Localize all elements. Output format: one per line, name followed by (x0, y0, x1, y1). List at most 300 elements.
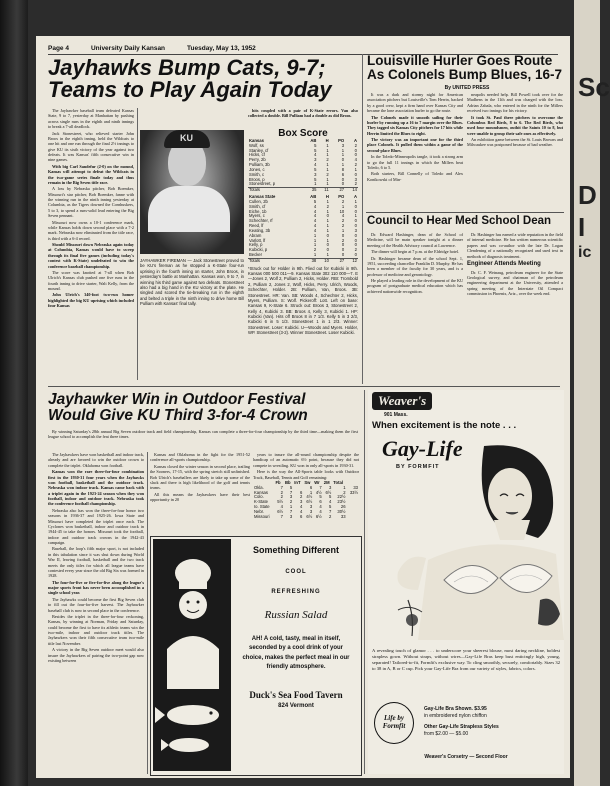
box-score-cell: 1 (313, 232, 317, 238)
all-sports-cell: 6½ (325, 489, 332, 495)
box-score-cell: 1 (341, 227, 345, 233)
box-score-cell: 3 (314, 171, 317, 177)
all-sports-header-cell: Sw (304, 479, 311, 485)
box-score-cell: Pulliam, 3b (249, 162, 270, 168)
adjacent-page-edge (574, 0, 610, 786)
player-jersey (148, 186, 230, 232)
box-score-cell: Becker (249, 252, 263, 258)
paragraph: years to insure the all-round championship despite the handicap of an automatic 6½ point, because they did not compete in wrestling. KU won in only all-sports in 1930-31. (253, 452, 359, 468)
box-score-cell: 2 (341, 198, 345, 204)
headline-jayhawks-bump-cats (48, 57, 348, 101)
paragraph: The dinner will begin at 7 p.m. at the Eldridge hotel. (371, 249, 460, 255)
paragraph: Here is the way the All-Sports table looks with Outdoor Track, Baseball, Tennis and Golf remaining: (253, 469, 359, 480)
all-sports-cell: 6½ (315, 513, 322, 519)
photo-caption: JAYHAWKER FIREMAN — Jack Stonestreet proved to be KU's fireman as he stopped a K-State four-run uprising in the fourth inning on starter, John Broos, in yesterday's battle at Manhattan. Kansas won, 9 to 7, in winning his third game against two defeats. Stonestreet also had a big hand in the KU victory at the plate. He singled and scored the tie-breaking run in the eighth and belted a triple in the ninth inning to drive home Bill Pulliam with Kansas' final tally. (140, 258, 244, 306)
paragraph: The score was knotted at 7-all when Bob Ulrich's Kansas club pushed one five runs in the fourth inning to drive starter, Walt Kelly, from the mound. (48, 269, 134, 291)
story1-column-1 (48, 108, 134, 380)
subheadline-engineer: Engineer Attends Meeting (467, 260, 541, 267)
all-sports-cell: 33 (353, 484, 358, 490)
weavers-address: 901 Mass. (384, 412, 408, 418)
box-score-cell: Smith, c (249, 171, 265, 177)
newspaper-page (36, 36, 570, 778)
paragraph: Kansas and Oklahoma in the fight for the 1951-52 conference all-sports championship. (150, 452, 250, 463)
box-score-cell: H (325, 194, 329, 200)
box-score-cell: 2 (313, 247, 317, 253)
issue-date: Tuesday, May 13, 1952 (187, 44, 256, 52)
column-rule (364, 390, 365, 774)
adjacent-fragment: Sc (578, 72, 610, 102)
paragraph: Dr. Edward Hashinger, dean of the School of Medicine, will be main speaker tonight at a dinner meeting of the Health Advisory council at Lawrence. (367, 232, 463, 248)
price-line: in embroidered nylon chiffon (424, 713, 487, 719)
all-sports-header-cell: InT (294, 479, 301, 485)
all-sports-cell: 4 (319, 508, 322, 514)
box-score-cell: 4 (313, 203, 317, 209)
all-sports-cell: 4 (319, 504, 322, 510)
paragraph: The Colonels made it smooth sailing for their hurler by running up a 16 to 7 margin over the Blues. They tagged six Kansas City pitchers for 17 hits while Herrin limited the Blues to eight. (367, 114, 463, 136)
price-line: from $2.00 — $5.00 (424, 731, 469, 737)
story4-column-3 (253, 452, 359, 530)
story2-column-1 (367, 92, 463, 216)
paragraph: It was a dark and stormy night for American association pitchers but Louisville's Tom Herrin, backed by a good crew, kept a firm hand over Kansas City and became the lone association hurler to go the route. (367, 92, 463, 114)
all-sports-cell: 1 (309, 489, 313, 495)
all-sports-cell: Kansas (254, 489, 268, 495)
box-score-cell: A (353, 138, 357, 143)
all-sports-cell: 23½ (337, 499, 346, 505)
price-list (424, 706, 560, 738)
headline-line: Jayhawker Win in Outdoor Festival (48, 391, 306, 408)
all-sports-cell: 22½ (337, 494, 346, 500)
ad-copy-text: A revealing touch of glamor . . . to underscore your sheerest blouse, most daring neckline, boldest strapless gown. Without straps, without wires—Gay-Life Bras keep bust enticingly high, young, separated! Tailored-to-fit, Formfit's exclusive way. To cling smoothly, securely, comfortably. Sizes 32 to 38 in A, B or C cup. Pick your Gay-Life Bra from our variety of styles, fabrics, colors. (372, 648, 560, 671)
paragraph: The Jayhawkers have won basketball and indoor track, already and are favored to win the outdoor crown to complete the triplet. Oklahoma won football. (48, 452, 144, 468)
box-score-cell: 11 (317, 188, 329, 193)
weavers-logo: Weaver's (372, 392, 432, 410)
ad-address: 824 Vermont (278, 703, 314, 710)
box-score-cell: 4 (313, 213, 317, 219)
ad-body: AH! A cold, tasty, meal in itself, seconded by a cool drink of your choice, makes the perfect meal in our friendly atmosphere. (242, 636, 350, 670)
box-score-cell: 2 (326, 157, 329, 163)
headline-outdoor-festival (48, 392, 358, 423)
all-sports-cell: Missouri (254, 513, 270, 519)
paragraph: Dr. C. F. Weinaug, petroleum engineer for the State Geological survey, and chairman of the petroleum engineering department at the University, attended a spring meeting of the Interstate Oil Compact commission in Phoenix, Ariz., over the week end. (467, 269, 563, 297)
box-score-cell: 12 (345, 258, 358, 263)
box-score-cell: 0 (326, 232, 329, 238)
box-score-cell: 1 (313, 237, 317, 243)
box-score-cell: 0 (354, 218, 357, 224)
paragraph: Both starters, Bill Connelly of Toledo and Alex Konikowski of Min- (367, 171, 463, 182)
box-score-cell: 2 (354, 181, 357, 187)
box-score-cell: Eiche, 1b (249, 208, 267, 214)
headline-louisville-hurler (367, 54, 567, 81)
box-score-kstate (248, 195, 358, 264)
box-score-cell: 14 (345, 188, 358, 193)
ad-weavers-gay-life (368, 390, 564, 774)
all-sports-cell: 3 (289, 513, 293, 519)
box-score-cell: 5 (314, 176, 317, 182)
paragraph: Kansas won the rare three-for-four combination first in the 1930-31 four years when the Jayhawks won football, basketball and the outdoor track. Nebraska won indoor track. Kansas came back with a triplet again in the 1923-24 season when they won football, indoor and outdoor track. Nebraska took the conference football championship. (48, 469, 144, 507)
box-score-cell: 0 (341, 252, 345, 258)
paragraph: Besides the triplet in the three-for-four reckoning, Kansas, by winning at Norman, Friday and Saturday, could become the first to have its athletic teams win the two-mile, indoor and outdoor track titles. The Jayhawkers won their fifth consecutive team two-mile title last November. (48, 613, 144, 646)
box-score-cell: 10 (339, 208, 345, 214)
box-score-cell: A (353, 194, 357, 200)
paragraph: Should Missouri down Nebraska again today at Columbia, Kansas would have to sweep through its final five games (including today's contest with K-State) undefeated to win the conference baseball championship. (48, 242, 134, 269)
box-score-cell: 1 (326, 227, 329, 233)
paragraph: neapolis needed help. Bill Powell took over for the Mudhens in the 11th and was charged with the loss. Adrian Zabala, who entered in the ninth for the Millers received two innings for his victory. (467, 92, 563, 114)
box-score-cell: 1 (326, 218, 329, 224)
box-score-cell: 4 (341, 213, 345, 219)
box-score-cell: 3 (354, 227, 357, 233)
paragraph: John Ulrich's 340-foot two-run homer highlighted the big KU uprising which included four Kansas (48, 292, 134, 309)
box-score-cell: 5 (314, 166, 317, 172)
paragraph: Dr. Hashinger has earned a wide reputation in the field of internal medicine. He has written numerous scientific papers and was co-author with the late Dr. Logan Clendening of a nationally recognized and used text in methods of diagnosis treatment. (467, 232, 563, 259)
all-sports-cell: Io. State (254, 504, 270, 510)
box-score-cell: 0 (354, 171, 357, 177)
paragraph: The Jayhawks could become the first Big Seven club to fill out the four-for-five harvest. The Jayhawker baseball club is now in second place in the conference. (48, 596, 144, 613)
page-section-rule (48, 386, 560, 387)
paragraph: hits coupled with a pair of K-State errors. Van also collected a double. Bill Pulliam had a double as did Broos. (248, 108, 358, 119)
box-score-cell: Schechter, rf (249, 218, 273, 224)
box-score-totals-row (248, 258, 358, 263)
box-score-cell: 1 (326, 176, 329, 182)
box-score-cell: 1 (341, 147, 345, 153)
box-score-cell: Wolf, ss (249, 142, 264, 148)
all-sports-row (253, 515, 359, 520)
box-score-cell: Smith, cf (249, 203, 266, 209)
headline-line: Louisville Hurler Goes Route (367, 53, 553, 68)
adjacent-fragment: ic (578, 244, 592, 261)
box-score-cell: Myers, c (249, 213, 265, 219)
box-score-cell: Varlott, lf (249, 237, 266, 243)
binding-spine (0, 0, 28, 786)
paragraph: Jack Stonestreet, who relieved starter John Broos in the eighth inning, held the Wildcats to one hit and one run through the final 2½ innings to give KU its sixth victory of the year against two defeats. It was Kansas' fifth consecutive win in nine games. (48, 130, 134, 163)
box-score-cell: Kubicki, p (249, 247, 268, 253)
ad-footer: Weaver's Corsetry — Second Floor (424, 754, 508, 760)
paragraph: It took St. Paul three pitchers to overcome the Columbus Red Birds, 8 to 6. The Red Birds, who used four moundsmen, outhit the Saints 10 to 8, but were unable to group their safe ones as effectively. (467, 114, 563, 136)
box-score-cell: Stonestreet, p (249, 181, 276, 187)
all-sports-header-cell: Total (333, 479, 343, 485)
all-sports-cell: 4½ (315, 489, 322, 495)
box-score-cell: 4 (314, 162, 317, 168)
box-score-cell: PO (338, 194, 345, 200)
all-sports-table (253, 481, 359, 520)
box-score-cell: 1 (326, 252, 329, 258)
headline-med-school-dean: Council to Hear Med School Dean (367, 215, 552, 227)
cap-logo: KU (180, 133, 193, 143)
box-score-cell: 2 (354, 162, 357, 168)
box-score-cell: 0 (354, 252, 357, 258)
box-score-cell: 5 (313, 198, 317, 204)
box-score-cell: 0 (326, 213, 329, 219)
box-score-cell: 3 (341, 142, 345, 148)
box-score-cell: 27 (330, 188, 345, 193)
box-score-cell: 0 (354, 152, 357, 158)
all-sports-header-cell: Bb (285, 479, 291, 485)
box-score-cell: H (325, 138, 329, 143)
box-score-cell: 1 (313, 252, 317, 258)
all-sports-cell: Colo. (254, 494, 264, 500)
box-score-cell: 1 (326, 166, 329, 172)
box-score-cell: 0 (354, 208, 357, 214)
ad-line: Something Different (252, 545, 339, 555)
story4-column-1 (48, 452, 144, 774)
all-sports-cell: 6½ (306, 499, 313, 505)
paragraph: A loss by Nebraska pitcher, Bob Boemker, Missouri's star pitcher, Bob Boemker, fanne with the winning run in the ninth inning yesterday at Columbia, as the Tigers downed the Cornhuskers, 5 to 3, to spend a runs-solid lead entering the Big Seven pennant. (48, 186, 134, 219)
box-score-cell: Kansas State (249, 194, 276, 200)
all-sports-cell: 6½ (277, 508, 284, 514)
box-score-cell: Cullen, 2b (249, 198, 268, 204)
box-score-cell: 1 (326, 237, 329, 243)
box-score-cell: 1 (313, 242, 317, 248)
box-score-cell: 10 (317, 258, 330, 263)
box-score-cell: 0 (354, 203, 357, 209)
brand-gay-life: Gay-Life (382, 436, 463, 461)
box-score-cell: 5 (314, 147, 317, 153)
seal-text: Life by Formfit (382, 714, 406, 730)
all-sports-cell: 7 (328, 508, 332, 514)
story4-column-2 (150, 452, 250, 530)
page-number: Page 4 (48, 44, 69, 52)
story3-column-1 (367, 232, 463, 382)
paragraph: An exhibition game between the St. Louis Browns and Milwaukee was postponed because of bad weather. (467, 137, 563, 148)
all-sports-cell: 6 (300, 489, 303, 495)
box-score-cell: 3 (314, 157, 317, 163)
box-score-cell: 1 (354, 198, 357, 204)
story2-column-2 (467, 92, 563, 216)
box-score-cell: 1 (326, 142, 329, 148)
box-score-cell: 1 (341, 203, 345, 209)
all-sports-cell: 2 (280, 494, 284, 500)
box-score-cell: Perry, 2b (249, 157, 266, 163)
all-sports-cell: 3 (309, 508, 313, 514)
price-line: Gay-Life Bra Shown. $3.95 (424, 706, 487, 712)
all-sports-cell: 26 (340, 504, 346, 510)
paragraph: Missouri now owns a 10-1 conference mark, while Kansas holds down second place with a 7-2 mark. Nebraska now eliminated from the title race, is third with a 6-4 record. (48, 219, 134, 241)
box-score-cell: 0 (341, 181, 345, 187)
ad-copy (235, 539, 357, 771)
box-score-cell: 2 (326, 171, 329, 177)
all-sports-cell: 4 (300, 504, 303, 510)
all-sports-cell: 3 (289, 494, 293, 500)
box-score-cell: 0 (354, 237, 357, 243)
box-score-cell: 1 (326, 223, 329, 229)
box-score-cell: AB (310, 194, 317, 200)
box-score-cell: 4 (314, 152, 317, 158)
box-score-cell: 38 (302, 258, 317, 263)
box-score-cell: Hicks, cf (249, 152, 265, 158)
all-sports-cell: 7 (289, 508, 293, 514)
price-line: Other Gay-Life Strapless Styles (424, 724, 499, 730)
brand-by-formfit: BY FORMFIT (396, 464, 440, 470)
story4-intro (48, 429, 358, 451)
box-score-cell: 2 (354, 142, 357, 148)
box-score-cell: 0 (354, 223, 357, 229)
column-rule (137, 108, 138, 380)
paragraph: A victory in the Big Seven outdoor meet would also insure the Jayhawkers of pairing the two-point gap now existing between (48, 647, 144, 663)
all-sports-cell: 3 (309, 504, 313, 510)
box-score-cell: 0 (354, 242, 357, 248)
ad-line: Russian Salad (264, 609, 328, 621)
ad-tagline: When excitement is the note . . . (372, 420, 517, 431)
paragraph: Baseball, the loop's fifth major sport, is not included in this tabulation since it was shut down during World War II, leaving football, basketball and the two track meets the only titles for which all league teams have contested every year since the old Big Six was formed in 1928. (48, 546, 144, 579)
ad-line: REFRESHING (271, 589, 321, 595)
life-by-formfit-seal (374, 702, 414, 744)
all-sports-header-cell: Wr (314, 479, 320, 485)
column-rule (362, 54, 363, 384)
box-score-cell: Keating, 3b (249, 227, 271, 233)
all-sports-cell: 30½ (337, 508, 346, 514)
paragraph: In the Toledo-Minneapolis tangle, it took a strong arm to go the full 11 innings in which the Millers beat Toledo, 6 to 5. (367, 154, 463, 170)
all-sports-cell: K-State (254, 499, 268, 505)
headline-line: Jayhawks Bump Cats, 9-7; (48, 55, 326, 80)
all-sports-cell: 4 (300, 508, 303, 514)
box-score-cell: Totals (248, 258, 302, 263)
box-score-cell: 2 (341, 223, 345, 229)
paragraph: Kansas closed the winter season in second place, trailing the Sooners, 17-15, with the spring stretch still unfinished. Bob Ulrich's baseballers are likely to take up some of the slack and there is high likelihood of the golf and tennis teams. (150, 463, 250, 491)
all-sports-cell: Okla. (254, 484, 264, 490)
ad-line: COOL (285, 569, 307, 575)
all-sports-header-cell: Fb (275, 479, 281, 485)
box-score-cell: 5 (314, 142, 317, 148)
box-score-cell: Abram (249, 232, 262, 238)
photo-jack-stonestreet (140, 130, 244, 254)
box-score-cell: 0 (354, 232, 357, 238)
box-score-cell: 0 (341, 157, 345, 163)
box-score-cell: AB (310, 138, 317, 143)
ad-business-name: Duck's Sea Food Tavern (249, 690, 343, 701)
box-score-cell: 27 (330, 258, 345, 263)
box-score-cell: 1 (314, 181, 317, 187)
box-score-cell: 1 (354, 166, 357, 172)
paragraph: He played a leading role in the development of the KU program of postgraduate medical education which has achieved nationwide recognition. (367, 278, 463, 294)
all-sports-cell: 5 (328, 504, 332, 510)
all-sports-cell: Nebr. (254, 508, 265, 514)
box-score-cell: 0 (341, 242, 345, 248)
all-sports-cell: 5½ (277, 499, 284, 505)
box-score-cell: 4 (313, 223, 317, 229)
box-score-cell: Totals (248, 188, 302, 193)
box-score-cell: 2 (341, 218, 345, 224)
box-score-cell: 1 (326, 152, 329, 158)
box-score-cell: 4 (313, 208, 317, 214)
paragraph: Dr. Hashinger became dean of the school Sept. 1, 1951, succeeding chancellor Franklin D. Murphy. He has been a member of the faculty for 30 years, and is a professor of medicine and gerontology. (367, 255, 463, 277)
box-score-cell: 8 (341, 166, 345, 172)
box-score-cell: Stanley, cf (249, 147, 269, 153)
box-score-cell: Broos, p (249, 176, 265, 182)
all-sports-cell: 33 (340, 513, 346, 519)
box-score-cell: 0 (341, 176, 345, 182)
box-score-cell: 6 (341, 171, 345, 177)
all-sports-cell: 3 (328, 484, 332, 490)
all-sports-cell: 2 (289, 499, 293, 505)
box-score-kansas (248, 139, 358, 193)
headline-line: Would Give KU Third 3-for-4 Crown (48, 406, 308, 424)
all-sports-cell: 7 (289, 489, 293, 495)
box-score-cell: 35 (302, 188, 317, 193)
headline-line: As Colonels Bump Blues, 16-7 (367, 66, 563, 82)
box-score-cell: 1 (326, 181, 329, 187)
all-sports-cell: 6 (300, 513, 303, 519)
section-rule (366, 212, 564, 213)
paragraph: The Jayhawker baseball team defeated Kansas State, 9 to 7, yesterday at Manhattan by pushing across single runs in the eighth and ninth innings to break a 7-all deadlock. (48, 108, 134, 130)
adjacent-fragment: I (578, 212, 586, 242)
box-score-cell: 0 (341, 247, 345, 253)
story3-column-2 (467, 232, 563, 382)
all-sports-cell: 4 (280, 504, 284, 510)
box-score-cell: 1 (354, 213, 357, 219)
all-sports-cell: 6 (319, 499, 322, 505)
box-score-cell: 0 (326, 247, 329, 253)
box-score-cell: PO (338, 138, 345, 143)
all-sports-cell: 5 (328, 494, 332, 500)
box-score-cell: 2 (326, 203, 329, 209)
box-score-cell: 3 (354, 176, 357, 182)
box-score-cell: 1 (326, 208, 329, 214)
all-sports-cell: 2 (343, 489, 346, 495)
paragraph: Nebraska also has won the three-for-four honor two seasons in 1936-37 and 1925-26. Iowa State and Missouri have completed the triplet once each. The Cyclones won basketball, indoor and outdoor track in 1944-45 to take the honors. Missouri took the football, indoor and outdoor track crowns in the 1942-43 campaign. (48, 507, 144, 545)
all-sports-cell: 4½ (306, 494, 313, 500)
box-score-cell: Reed, lf (249, 223, 264, 229)
paragraph: By winning Saturday's 28th annual Big Seven outdoor track and field championship, Kansas can complete a three-for-four championship by the third time—making them the first league school to accomplish the feat three times. (48, 429, 358, 440)
all-sports-cell: 7 (280, 484, 284, 490)
box-score-totals-row (248, 188, 358, 193)
column-rule (147, 452, 148, 774)
all-sports-cell: 6 (309, 484, 313, 490)
box-score-cell: 4 (354, 157, 357, 163)
all-sports-cell: 2 (280, 489, 284, 495)
box-score-cell: 1 (326, 162, 329, 168)
box-score (248, 128, 358, 380)
all-sports-cell: 3 (300, 499, 303, 505)
all-sports-cell: 6½ (306, 513, 313, 519)
box-score-cell: 2 (354, 247, 357, 253)
byline: By UNITED PRESS (444, 85, 490, 91)
all-sports-cell: 7 (319, 484, 322, 490)
box-score-cell: 0 (341, 232, 345, 238)
adjacent-fragment: D (578, 180, 597, 210)
paragraph: The victory was an important one for the third place Colonels. It pulled them within a game of the second-place Blues. (367, 137, 463, 153)
chef-fish-illustration (153, 539, 231, 771)
all-sports-cell: 4 (328, 499, 332, 505)
all-sports-cell: 5 (289, 484, 293, 490)
box-score-cell: Kelly, p (249, 242, 263, 248)
paper-name: University Daily Kansan (90, 44, 166, 52)
paragraph: All this means the Jayhawkers have their best opportunity in 20 (150, 491, 250, 502)
box-score-cell: 1 (326, 198, 329, 204)
headline-line: Teams to Play Again Today (48, 77, 332, 102)
all-sports-cell: 1 (343, 484, 346, 490)
all-sports-cell: 7 (280, 513, 284, 519)
all-sports-cell: 33½ (349, 489, 358, 495)
box-score-notes: *Struck out for Holder in 9th. Flied out for Kubicki in 9th. Kansas 000 500 011—9. Kansas State 302 110 000—7. E—Jones 2, Wolf 2, Pulliam 2, Hicks, Holder. RBI: Trombold 2, Pulliam 2, Jones 2, Wolf, Hicks, Perry. Ulrich, Woods, Schechter, Holder. 2B: Pulliam, Van, Broos. 3B: Stonestreet. HR: Van. SB: Woods 4, Schechter 2, Hicks, Myers, Pulliam. S: Wolf. Pickeroff: Lott. Left on base: Kansas 9, K-State 6. Struck out: Broos 3, Stonestreet 2, Kelly 4, Kubicki 3. BB: Broos 4, Kelly 3, Kubicki 1. HP: Kubicki (Van). Hits off Broos 8 in 7 1/3. Kelly 5 in 3 2/3, Kubicki 6 in 5 1/3. Stonestreet 1 in 1 2/3. Winner: Stonestreet. Loser: Kubicki. U—Woods and Myers. Holder, WP. Stonestreet (3-2). Winner Stonestreet. Loser Kubicki. (248, 265, 358, 336)
all-sports-cell: 5 (319, 494, 322, 500)
box-score-cell: 4 (313, 227, 317, 233)
all-sports-header-cell: 2M (323, 479, 330, 485)
all-sports-cell: 2 (300, 494, 303, 500)
box-score-cell: Kansas (249, 138, 264, 143)
box-score-cell: 0 (354, 147, 357, 153)
box-score-cell: 4 (313, 218, 317, 224)
box-score-title: Box Score (278, 128, 328, 139)
story1-column-2-top (248, 108, 358, 126)
box-score-cell: 1 (341, 162, 345, 168)
ad-ducks-sea-food-tavern (150, 536, 362, 776)
woman-in-bra-illustration (388, 440, 564, 640)
box-score-cell: 1 (326, 147, 329, 153)
all-sports-cell: 1 (289, 504, 293, 510)
box-score-cell: 2 (341, 237, 345, 243)
ad-illustration (153, 539, 231, 771)
box-score-cell: Jones, c (249, 166, 265, 172)
paragraph: The four-for-five or five-for-five along the league's major sports front has never been accomplished in a single school year. (48, 579, 144, 596)
